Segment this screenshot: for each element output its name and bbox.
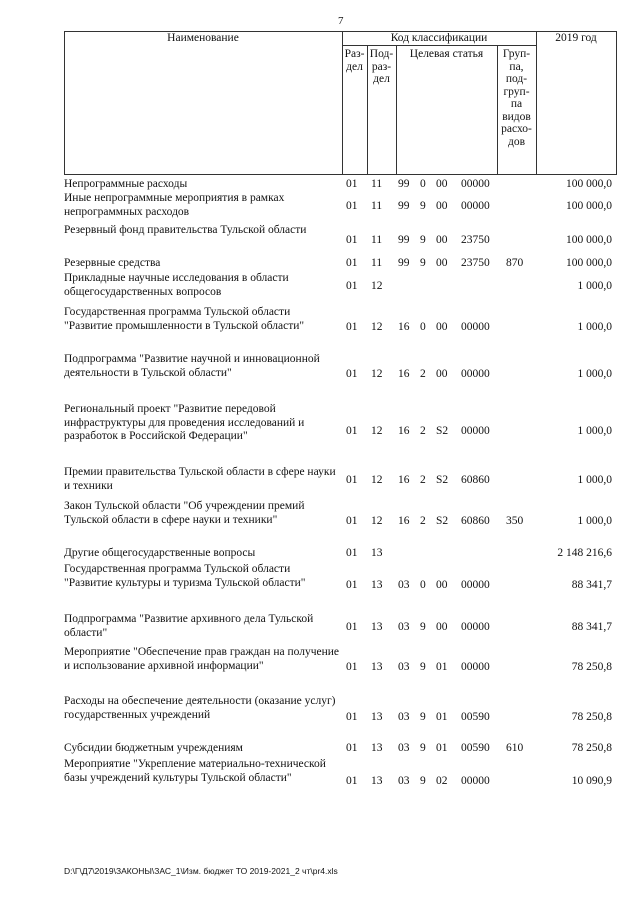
- header-name: Наименование: [167, 32, 239, 44]
- row-subprogram: 0: [420, 178, 426, 190]
- row-amount: 100 000,0: [566, 234, 612, 246]
- row-subprogram: 2: [420, 425, 426, 437]
- row-direction: 60860: [461, 515, 490, 527]
- row-event: 00: [436, 178, 448, 190]
- row-program: 99: [398, 178, 410, 190]
- row-subprogram: 2: [420, 368, 426, 380]
- row-podrazdel: 13: [371, 742, 383, 754]
- row-razdel: 01: [346, 711, 358, 723]
- row-program: 03: [398, 579, 410, 591]
- row-event: 00: [436, 257, 448, 269]
- row-razdel: 01: [346, 474, 358, 486]
- row-event: S2: [436, 515, 449, 527]
- row-name: Подпрограмма "Развитие архивного дела Тульской области": [64, 613, 314, 639]
- row-subprogram: 2: [420, 515, 426, 527]
- header-celevaya: Целевая статья: [409, 48, 484, 60]
- row-podrazdel: 13: [371, 661, 383, 673]
- row-direction: 00000: [461, 621, 490, 633]
- row-name: Резервные средства: [64, 257, 161, 269]
- row-podrazdel: 12: [371, 368, 383, 380]
- row-amount: 100 000,0: [566, 178, 612, 190]
- row-razdel: 01: [346, 321, 358, 333]
- row-razdel: 01: [346, 200, 358, 212]
- row-podrazdel: 13: [371, 621, 383, 633]
- row-direction: 00590: [461, 742, 490, 754]
- row-podrazdel: 11: [371, 257, 383, 269]
- row-podrazdel: 11: [371, 200, 383, 212]
- row-program: 16: [398, 474, 410, 486]
- row-amount: 1 000,0: [577, 280, 612, 292]
- row-program: 16: [398, 321, 410, 333]
- row-event: 00: [436, 368, 448, 380]
- row-subprogram: 9: [420, 775, 426, 787]
- row-subprogram: 0: [420, 321, 426, 333]
- row-program: 03: [398, 775, 410, 787]
- row-podrazdel: 13: [371, 711, 383, 723]
- row-amount: 1 000,0: [577, 474, 612, 486]
- row-event: 00: [436, 579, 448, 591]
- row-direction: 23750: [461, 257, 490, 269]
- row-vid: 350: [506, 515, 524, 527]
- row-name: Закон Тульской области "Об учреждении премий Тульской области в сфере науки и техники": [64, 500, 305, 526]
- row-name: Резервный фонд правительства Тульской области: [64, 224, 307, 236]
- row-name: Субсидии бюджетным учреждениям: [64, 742, 243, 754]
- row-program: 16: [398, 425, 410, 437]
- row-razdel: 01: [346, 425, 358, 437]
- row-name: Непрограммные расходы: [64, 178, 188, 190]
- row-razdel: 01: [346, 547, 358, 559]
- row-direction: 60860: [461, 474, 490, 486]
- row-podrazdel: 11: [371, 234, 383, 246]
- row-name: Мероприятие "Укрепление материально-технической базы учреждений культуры Тульской области": [64, 758, 326, 784]
- row-subprogram: 2: [420, 474, 426, 486]
- row-podrazdel: 12: [371, 425, 383, 437]
- header-vid: Груп- па, под- груп- па видов расхо- дов: [501, 48, 532, 148]
- row-subprogram: 9: [420, 621, 426, 633]
- row-subprogram: 9: [420, 200, 426, 212]
- row-amount: 100 000,0: [566, 200, 612, 212]
- row-event: 01: [436, 711, 448, 723]
- row-event: 01: [436, 742, 448, 754]
- row-program: 03: [398, 621, 410, 633]
- row-subprogram: 9: [420, 711, 426, 723]
- header-year: 2019 год: [555, 32, 597, 44]
- row-name: Другие общегосударственные вопросы: [64, 547, 256, 559]
- row-event: 00: [436, 234, 448, 246]
- row-event: 00: [436, 200, 448, 212]
- header-code: Код классификации: [390, 32, 488, 44]
- row-program: 99: [398, 257, 410, 269]
- row-event: 02: [436, 775, 448, 787]
- row-amount: 10 090,9: [571, 775, 612, 787]
- row-direction: 00000: [461, 579, 490, 591]
- row-podrazdel: 12: [371, 474, 383, 486]
- row-razdel: 01: [346, 178, 358, 190]
- row-program: 99: [398, 200, 410, 212]
- row-podrazdel: 12: [371, 515, 383, 527]
- row-direction: 00000: [461, 368, 490, 380]
- row-razdel: 01: [346, 368, 358, 380]
- row-direction: 00000: [461, 661, 490, 673]
- header-razdel: Раз- дел: [344, 48, 365, 73]
- row-subprogram: 9: [420, 257, 426, 269]
- row-program: 99: [398, 234, 410, 246]
- row-subprogram: 9: [420, 661, 426, 673]
- row-podrazdel: 12: [371, 280, 383, 292]
- row-podrazdel: 12: [371, 321, 383, 333]
- row-razdel: 01: [346, 515, 358, 527]
- row-direction: 00000: [461, 178, 490, 190]
- row-direction: 00000: [461, 775, 490, 787]
- row-razdel: 01: [346, 257, 358, 269]
- row-vid: 870: [506, 257, 524, 269]
- row-subprogram: 9: [420, 742, 426, 754]
- row-event: S2: [436, 425, 449, 437]
- row-subprogram: 9: [420, 234, 426, 246]
- row-name: Иные непрограммные мероприятия в рамках непрограммных расходов: [64, 192, 285, 218]
- row-amount: 88 341,7: [571, 579, 612, 591]
- row-direction: 00000: [461, 321, 490, 333]
- row-amount: 78 250,8: [571, 742, 612, 754]
- row-name: Мероприятие "Обеспечение прав граждан на получение и использование архивной информации": [64, 646, 340, 672]
- row-razdel: 01: [346, 775, 358, 787]
- row-name: Прикладные научные исследования в области общегосударственных вопросов: [64, 272, 289, 298]
- row-podrazdel: 13: [371, 775, 383, 787]
- row-razdel: 01: [346, 579, 358, 591]
- row-program: 16: [398, 515, 410, 527]
- row-name: Подпрограмма "Развитие научной и инновационной деятельности в Тульской области": [64, 353, 320, 379]
- row-program: 16: [398, 368, 410, 380]
- row-amount: 1 000,0: [577, 368, 612, 380]
- row-event: 00: [436, 321, 448, 333]
- row-name: Премии правительства Тульской области в сфере науки и техники: [64, 466, 336, 492]
- row-event: S2: [436, 474, 449, 486]
- row-event: 01: [436, 661, 448, 673]
- row-program: 03: [398, 661, 410, 673]
- row-podrazdel: 13: [371, 579, 383, 591]
- header-podrazdel: Под- раз- дел: [369, 48, 394, 85]
- row-amount: 2 148 216,6: [557, 547, 612, 559]
- row-direction: 00000: [461, 425, 490, 437]
- row-amount: 100 000,0: [566, 257, 612, 269]
- row-program: 03: [398, 742, 410, 754]
- row-amount: 88 341,7: [571, 621, 612, 633]
- row-program: 03: [398, 711, 410, 723]
- row-name: Расходы на обеспечение деятельности (оказание услуг) государственных учреждений: [64, 695, 336, 721]
- row-amount: 78 250,8: [571, 661, 612, 673]
- row-razdel: 01: [346, 661, 358, 673]
- row-direction: 00000: [461, 200, 490, 212]
- row-vid: 610: [506, 742, 524, 754]
- row-event: 00: [436, 621, 448, 633]
- row-amount: 78 250,8: [571, 711, 612, 723]
- row-name: Государственная программа Тульской области "Развитие промышленности в Тульской области": [64, 306, 305, 332]
- page-number: 7: [338, 15, 344, 27]
- footer-file-path: D:\Г\Д7\2019\ЗАКОНЫ\ЗАС_1\Изм. бюджет ТО 2019-2021_2 чт\pr4.xls: [64, 866, 338, 876]
- row-amount: 1 000,0: [577, 425, 612, 437]
- row-razdel: 01: [346, 742, 358, 754]
- row-direction: 23750: [461, 234, 490, 246]
- row-amount: 1 000,0: [577, 321, 612, 333]
- row-name: Государственная программа Тульской области "Развитие культуры и туризма Тульской области": [64, 563, 306, 589]
- row-subprogram: 0: [420, 579, 426, 591]
- row-razdel: 01: [346, 234, 358, 246]
- row-razdel: 01: [346, 280, 358, 292]
- row-razdel: 01: [346, 621, 358, 633]
- row-podrazdel: 13: [371, 547, 383, 559]
- row-amount: 1 000,0: [577, 515, 612, 527]
- row-podrazdel: 11: [371, 178, 383, 190]
- row-name: Региональный проект "Развитие передовой инфраструктуры для проведения исследований и разработок в Российской Федерации": [64, 403, 305, 442]
- row-direction: 00590: [461, 711, 490, 723]
